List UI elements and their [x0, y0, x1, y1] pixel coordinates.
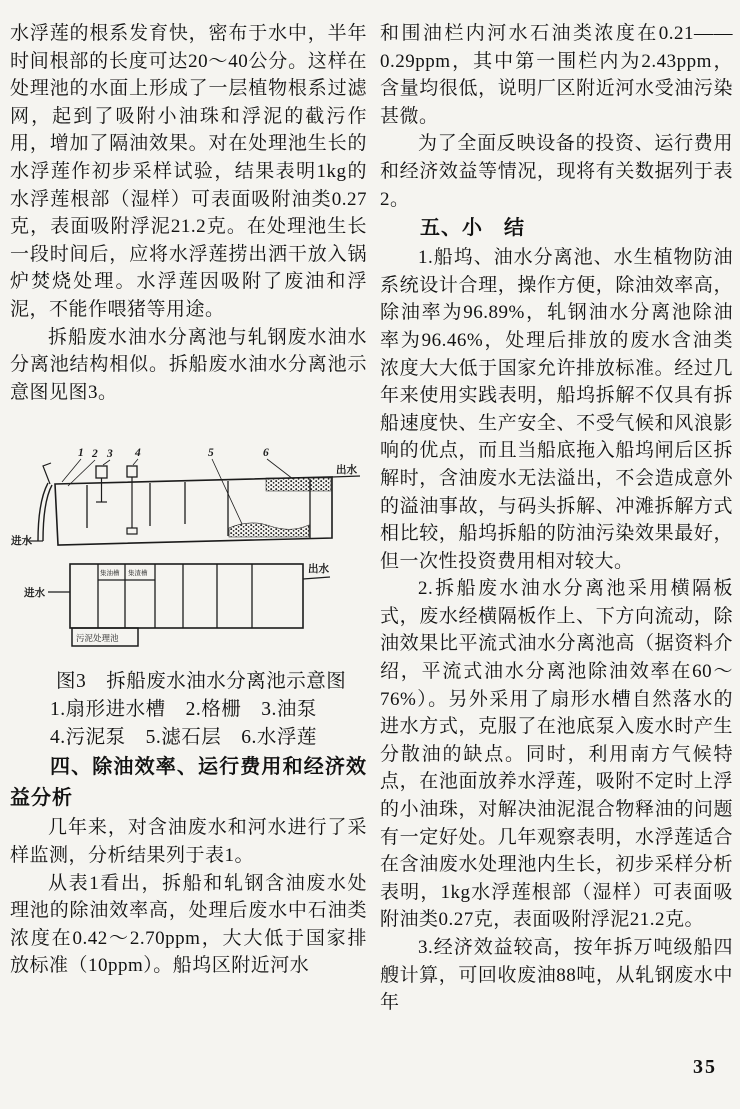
separation-pool-schematic [10, 440, 367, 655]
plan-view-drawing [23, 562, 330, 646]
callout-1: 1 [78, 447, 84, 460]
callout-6: 6 [263, 447, 269, 460]
callout-4: 4 [135, 447, 141, 460]
oil-trough-label: 集油槽 [100, 570, 120, 578]
water-hyacinth-mat [266, 478, 331, 491]
plan-inlet-label: 进水 [24, 588, 45, 600]
filter-rock-layer [229, 523, 309, 537]
callout-5: 5 [208, 447, 214, 460]
figure-legend-line-1: 1.扇形进水槽 2.格栅 3.油泵 [50, 699, 317, 721]
paragraph-water-hyacinth: 水浮莲的根系发育快，密布于水中，半年时间根部的长度可达20～40公分。这样在处理池的水面上形成了一层植物根系过滤网，起到了吸附小油珠和浮泥的截污作用，增加了隔油效果。对在处理池生长的水浮莲作初步采样试验，结果表明1kg的水浮莲根部（湿样）可表面吸附油类0.27克，表面吸附浮泥21.2克。在处理池生长一段时间后，应将水浮莲捞出洒干放入锅炉焚烧处理。水浮莲因吸附了废油和浮泥，不能作喂猪等用途。 [10, 23, 367, 320]
paragraph-summary-point-1: 1.船坞、油水分离池、水生植物防油系统设计合理，操作方便，除油效率高，除油率为96.89%，轧钢油水分离池除油率为96.46%，处理后排放的废水含油类浓度大大低于国家允许排放标准。经过几年来使用实践表明，船坞拆解不仅具有拆船速度快、生产安全、不受气候和风浪影响的优点，而且当船底拖入船坞闸后区拆解时，含油废水无法溢出，不会造成意外的溢油事故，与码头拆解、冲滩拆解方式相比较，船坞拆船的防油污染效果最好，但一次性投资费用相对较大。 [380, 247, 733, 572]
side-view-drawing [10, 447, 360, 547]
paragraph-river-water: 和围油栏内河水石油类浓度在0.21——0.29ppm，其中第一围栏内为2.43ppm，含量均很低，说明厂区附近河水受油污染甚微。 [380, 23, 733, 127]
section-heading-4: 四、除油效率、运行费用和经济效益分析 [10, 756, 367, 810]
slag-trough-label: 集渣槽 [128, 570, 148, 578]
paragraph-table2-intro: 为了全面反映设备的投资、运行费用和经济效益等情况，现将有关数据列于表2。 [380, 133, 733, 210]
callout-2: 2 [92, 448, 98, 461]
callout-leader-lines [62, 459, 293, 524]
side-outlet-label: 出水 [336, 465, 357, 477]
sludge-pump-symbol [127, 466, 137, 534]
figure-caption-block [10, 668, 367, 752]
left-column [10, 20, 367, 980]
side-inlet-label: 进水 [11, 536, 32, 548]
paragraph-summary-point-3: 3.经济效益较高，按年拆万吨级船四艘计算，可回收废油88吨，从轧钢废水中年 [380, 937, 733, 1014]
oil-pump-symbol [96, 466, 107, 502]
plan-outlet-label: 出水 [308, 564, 329, 576]
callout-3: 3 [107, 448, 113, 461]
paragraph-sampling: 几年来，对含油废水和河水进行了采样监测，分析结果列于表1。 [10, 817, 367, 866]
page-number: 35 [693, 1056, 717, 1078]
figure-caption: 图3 拆船废水油水分离池示意图 [56, 671, 347, 693]
sludge-box-label: 污泥处理池 [76, 633, 119, 644]
figure-legend-line-2: 4.污泥泵 5.滤石层 6.水浮莲 [50, 727, 317, 749]
section-heading-5: 五、小 结 [420, 217, 525, 240]
paragraph-table1-results: 从表1看出，拆船和轧钢含油废水处理池的除油效率高，处理后废水中石油类浓度在0.42～2.70ppm，大大低于国家排放标准（10ppm）。船坞区附近河水 [10, 872, 367, 977]
right-column [380, 20, 733, 1017]
figure-3-diagram [10, 440, 367, 752]
paragraph-figure-intro: 拆船废水油水分离池与轧钢废水油水分离池结构相似。拆船废水油水分离池示意图见图3。 [10, 326, 367, 403]
paragraph-summary-point-2: 2.拆船废水油水分离池采用横隔板式，废水经横隔板作上、下方向流动，除油效果比平流式油水分离池高（据资料介绍，平流式油水分离池除油效率在60～76%）。另外采用了扇形水槽自然落水的进水方式，克服了在池底泵入废水时产生分散油的缺点。同时，利用南方气候特点，在池面放养水浮莲，吸附不定时上浮的小油珠，对解决油泥混合物释油的问题有一定好处。几年观察表明，水浮莲适合在含油废水处理池内生长，初步采样分析表明，1kg水浮莲根部（湿样）可表面吸附油类0.27克，表面吸附浮泥21.2克。 [380, 578, 733, 931]
